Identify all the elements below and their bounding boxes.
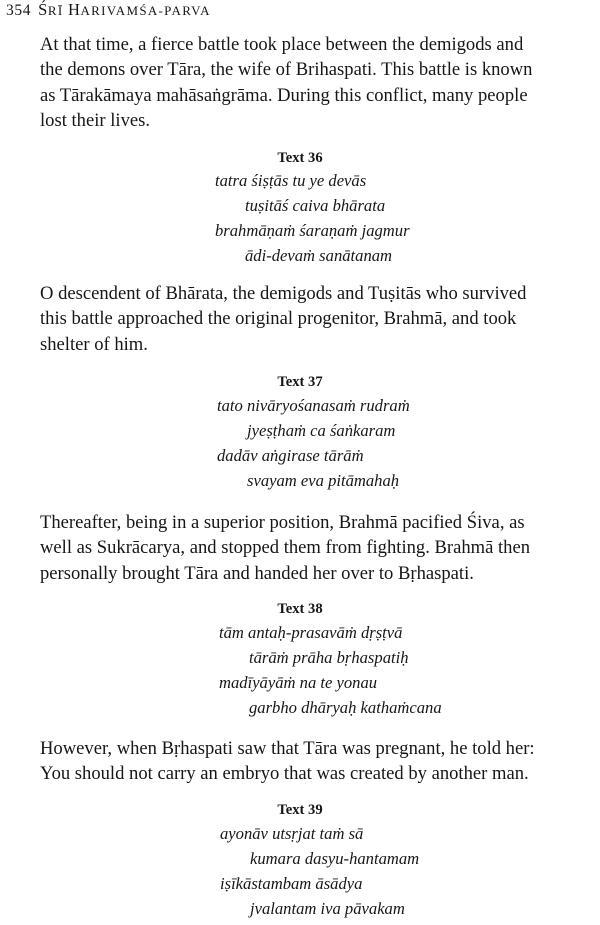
sanskrit-verse [220,821,419,921]
paragraph-line: the demons over Tāra, the wife of Brihaspati. This battle is known [40,59,533,81]
paragraph-line: lost their lives. [40,109,151,131]
sanskrit-verse [215,168,410,268]
paragraph-line: O descendent of Bhārata, the demigods and Tuṣitās who survived [40,283,527,304]
verse-line: madīyāyāṁ na te yonau [219,673,378,692]
paragraph-line: this battle approached the original progenitor, Brahmā, and took [40,308,517,330]
paragraph-line: personally brought Tāra and handed her over to Bṛhaspati. [40,562,474,584]
verse-line: garbho dhāryaḥ kathaṁcana [249,698,442,717]
verse-line: svayam eva pitāmahaḥ [247,471,400,490]
verse-line: brahmāṇaṁ śaraṇaṁ jagmur [215,221,410,240]
paragraph-line: as Tārakāmaya mahāsaṅgrāma. During this conflict, many people [40,84,528,106]
verse-heading: Text 38 [277,601,323,617]
prose-paragraph [40,736,598,787]
paragraph-line: Thereafter, being in a superior position, Brahmā pacified Śiva, as [40,512,525,533]
paragraph-line: shelter of him. [40,333,148,355]
page-number: 354 [6,2,32,19]
paragraph-line: At that time, a fierce battle took place between the demigods and [40,34,524,55]
sanskrit-verse [217,393,410,493]
verse-heading: Text 39 [277,802,323,818]
verse-heading: Text 37 [277,374,323,390]
sanskrit-verse [219,620,442,720]
paragraph-line: You should not carry an embryo that was created by another man. [40,763,529,785]
book-title: ŚRĪ HARIVAMŚA-PARVA [38,0,211,19]
verse-line: jvalantam iva pāvakam [250,899,405,918]
verse-heading: Text 36 [277,150,323,166]
verse-line: tām antaḥ-prasavāṁ dṛṣṭvā [219,623,403,642]
verse-line: ayonāv utsṛjat taṁ sā [220,824,364,843]
verse-line: dadāv aṅgirase tārāṁ [217,446,364,465]
prose-paragraph [40,32,598,133]
verse-line: tārāṁ prāha bṛhaspatiḥ [249,648,409,667]
verse-line: tato nivāryośanasaṁ rudraṁ [217,396,410,415]
verse-line: kumara dasyu-hantamam [250,849,420,868]
paragraph-line: well as Sukrācarya, and stopped them from fighting. Brahmā then [40,537,531,559]
verse-line: jyeṣṭhaṁ ca śaṅkaram [247,421,396,440]
verse-line: ādi-devaṁ sanātanam [245,246,393,265]
verse-line: tuṣitāś caiva bhārata [245,196,386,215]
verse-line: iṣīkāstambam āsādya [220,874,363,893]
prose-paragraph [40,510,598,586]
verse-line: tatra śiṣṭās tu ye devās [215,171,367,190]
running-header [6,0,211,21]
prose-paragraph [40,281,598,357]
paragraph-line: However, when Bṛhaspati saw that Tāra was pregnant, he told her: [40,738,535,759]
